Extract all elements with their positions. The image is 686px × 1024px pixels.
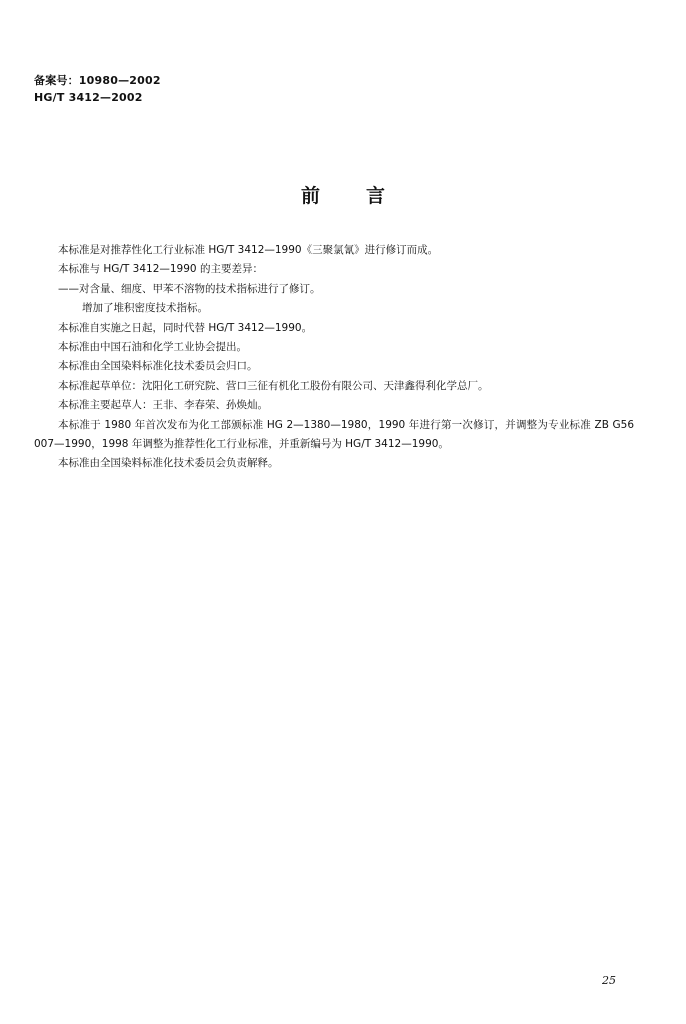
- paragraph: 本标准主要起草人：王非、李春荣、孙焕灿。: [58, 399, 268, 412]
- paragraph: 本标准由中国石油和化学工业协会提出。: [58, 341, 247, 354]
- paragraph: 本标准与 HG/T 3412—1990 的主要差异：: [58, 263, 263, 276]
- paragraph: 本标准是对推荐性化工行业标准 HG/T 3412—1990《三聚氯氰》进行修订而成。: [58, 244, 439, 256]
- paragraph: 本标准由全国染料标准化技术委员会归口。: [58, 360, 258, 373]
- standard-code: HG/T 3412—2002: [34, 91, 143, 104]
- paragraph: 增加了堆积密度技术指标。: [82, 302, 208, 315]
- foreword-body: [34, 241, 634, 474]
- paragraph: 本标准于 1980 年首次发布为化工部颁标准 HG 2—1380—1980，1990 年进行第一次修订，并调整为专业标准 ZB G56 007—1990，1998 年调整为推荐性化工行业标准，并重新编号为 HG/T 3412—1990。: [34, 418, 634, 451]
- paragraph: 本标准起草单位：沈阳化工研究院、营口三征有机化工股份有限公司、天津鑫得利化学总厂。: [58, 379, 489, 392]
- paragraph: 本标准自实施之日起，同时代替 HG/T 3412—1990。: [58, 321, 313, 334]
- page-number: 25: [602, 974, 616, 987]
- title-char-2: 言: [366, 185, 386, 207]
- paragraph: 本标准由全国染料标准化技术委员会负责解释。: [58, 457, 279, 470]
- title-char-1: 前: [300, 185, 320, 207]
- page-title: [0, 181, 686, 208]
- filing-number: 备案号：10980—2002: [34, 74, 161, 87]
- paragraph: ——对含量、细度、甲苯不溶物的技术指标进行了修订。: [58, 282, 321, 295]
